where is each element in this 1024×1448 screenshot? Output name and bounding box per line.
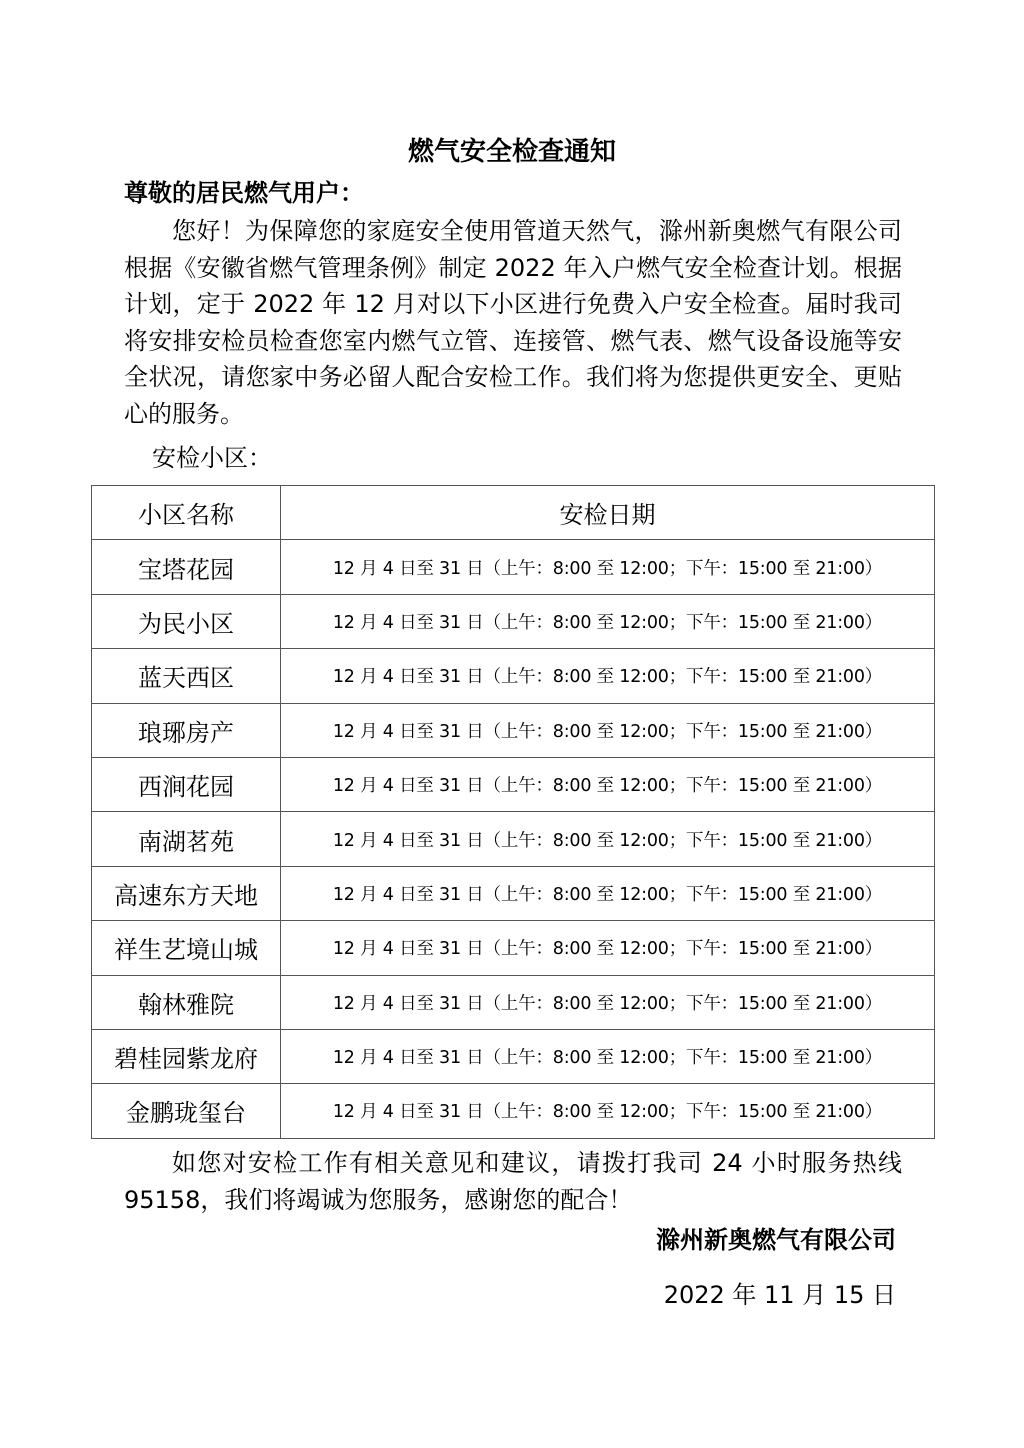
table-row — [92, 1029, 935, 1083]
community-name: 碧桂园紫龙府 — [92, 1029, 281, 1083]
community-name: 宝塔花园 — [92, 540, 281, 594]
table-row — [92, 757, 935, 811]
inspection-date: 12 月 4 日至 31 日（上午：8:00 至 12:00；下午：15:00 至 21:00） — [281, 1084, 935, 1138]
closing-paragraph: 如您对安检工作有相关意见和建议，请拨打我司 24 小时服务热线 95158，我们将竭诚为您服务，感谢您的配合！ — [124, 1149, 902, 1214]
community-name: 南湖茗苑 — [92, 812, 281, 866]
header-inspection-date: 安检日期 — [281, 486, 935, 540]
table-header-row — [92, 486, 935, 540]
inspection-date: 12 月 4 日至 31 日（上午：8:00 至 12:00；下午：15:00 至 21:00） — [281, 1029, 935, 1083]
inspection-date: 12 月 4 日至 31 日（上午：8:00 至 12:00；下午：15:00 至 21:00） — [281, 703, 935, 757]
community-name: 祥生艺境山城 — [92, 921, 281, 975]
table-row — [92, 703, 935, 757]
table-row — [92, 866, 935, 920]
community-name: 蓝天西区 — [92, 649, 281, 703]
company-signature: 滁州新奥燃气有限公司 — [656, 1226, 896, 1254]
inspection-date: 12 月 4 日至 31 日（上午：8:00 至 12:00；下午：15:00 至 21:00） — [281, 594, 935, 648]
inspection-date: 12 月 4 日至 31 日（上午：8:00 至 12:00；下午：15:00 至 21:00） — [281, 757, 935, 811]
community-name: 琅琊房产 — [92, 703, 281, 757]
table-row — [92, 975, 935, 1029]
intro-paragraph: 您好！为保障您的家庭安全使用管道天然气，滁州新奥燃气有限公司根据《安徽省燃气管理条例》制定 2022 年入户燃气安全检查计划。根据计划，定于 2022 年 12 月对以下小区进行免费入户安全检查。届时我司将安排安检员检查您室内燃气立管、连接管、燃气表、燃气设备设施等安全状况，请您家中务必留人配合安检工作。我们将为您提供更安全、更贴心的服务。 — [124, 217, 902, 428]
table-row — [92, 921, 935, 975]
page-title: 燃气安全检查通知 — [407, 137, 616, 167]
table-row — [92, 1084, 935, 1138]
table-row — [92, 540, 935, 594]
inspection-date: 12 月 4 日至 31 日（上午：8:00 至 12:00；下午：15:00 至 21:00） — [281, 649, 935, 703]
inspection-date: 12 月 4 日至 31 日（上午：8:00 至 12:00；下午：15:00 至 21:00） — [281, 812, 935, 866]
inspection-date: 12 月 4 日至 31 日（上午：8:00 至 12:00；下午：15:00 至 21:00） — [281, 540, 935, 594]
salutation: 尊敬的居民燃气用户： — [124, 179, 364, 207]
document-date: 2022 年 11 月 15 日 — [663, 1281, 896, 1309]
inspection-schedule-table — [91, 485, 935, 1139]
community-name: 翰林雅院 — [92, 975, 281, 1029]
table-row — [92, 594, 935, 648]
community-name: 为民小区 — [92, 594, 281, 648]
community-name: 高速东方天地 — [92, 866, 281, 920]
inspection-date: 12 月 4 日至 31 日（上午：8:00 至 12:00；下午：15:00 至 21:00） — [281, 921, 935, 975]
table-row — [92, 649, 935, 703]
header-community-name: 小区名称 — [92, 486, 281, 540]
inspection-date: 12 月 4 日至 31 日（上午：8:00 至 12:00；下午：15:00 至 21:00） — [281, 866, 935, 920]
inspection-date: 12 月 4 日至 31 日（上午：8:00 至 12:00；下午：15:00 至 21:00） — [281, 975, 935, 1029]
community-name: 西涧花园 — [92, 757, 281, 811]
community-name: 金鹏珑玺台 — [92, 1084, 281, 1138]
table-label: 安检小区： — [152, 444, 272, 472]
table-row — [92, 812, 935, 866]
